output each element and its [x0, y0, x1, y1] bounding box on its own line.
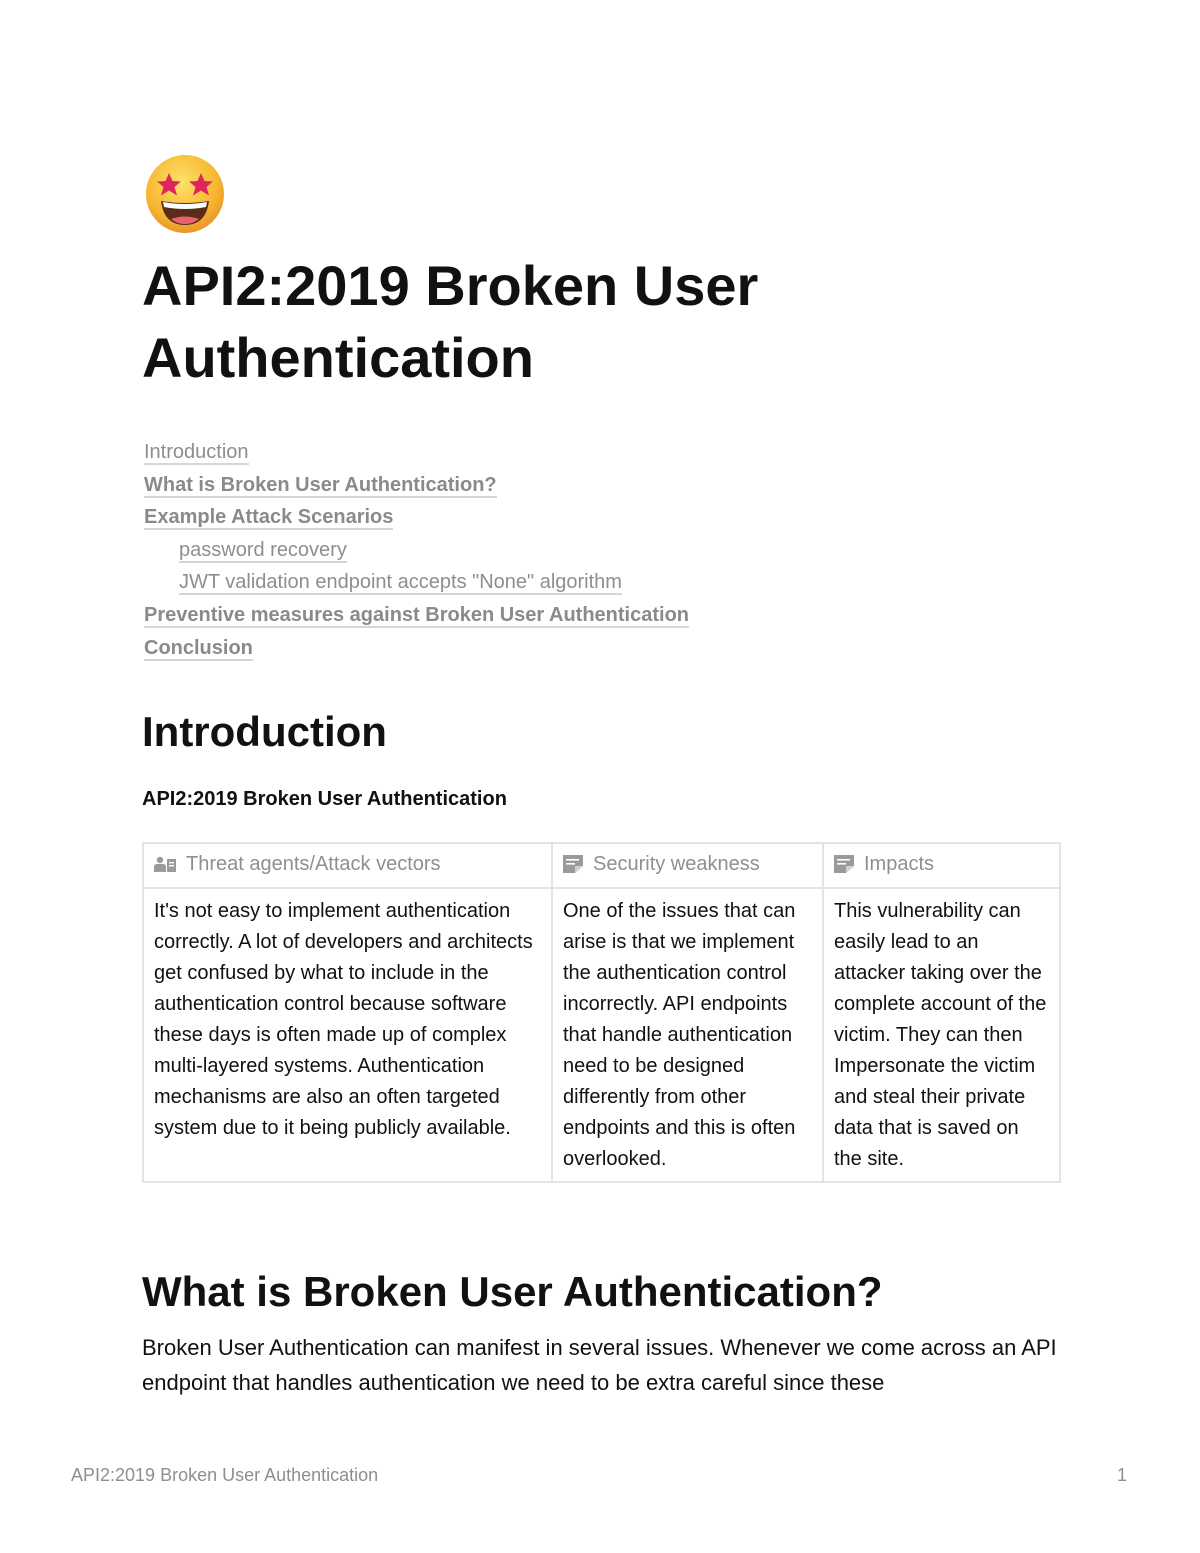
table-row [143, 888, 1060, 1182]
table-of-contents [144, 438, 1044, 666]
toc-link-what-is[interactable]: What is Broken User Authentication? [144, 473, 497, 496]
introduction-heading: Introduction [142, 708, 387, 755]
toc-link-password-recovery[interactable]: password recovery [179, 538, 347, 561]
table-header-security-weakness [552, 843, 823, 888]
toc-link-example-attack-scenarios[interactable]: Example Attack Scenarios [144, 506, 394, 529]
note-icon [834, 847, 854, 887]
toc-link-conclusion[interactable]: Conclusion [144, 636, 253, 659]
footer-page-number: 1 [1117, 1465, 1128, 1485]
introduction-subheading: API2:2019 Broken User Authentication [142, 788, 507, 810]
table-cell-threat-agents: It's not easy to implement authentication correctly. A lot of developers and architects get confused by what to include in the authentication control because software these days is often made up of complex multi-layered systems. Authentication mechanisms are also an often targeted system due to it being publicly available. [143, 888, 552, 1182]
users-icon [154, 847, 176, 887]
footer-document-title: API2:2019 Broken User Authentication [71, 1465, 379, 1485]
toc-link-jwt-validation[interactable]: JWT validation endpoint accepts "None" algorithm [179, 571, 622, 594]
owasp-properties-table [142, 842, 1061, 1183]
table-cell-impacts: This vulnerability can easily lead to an attacker taking over the complete account of the victim. They can then Impersonate the victim and steal their private data that is saved on the site. [823, 888, 1060, 1182]
what-is-paragraph: Broken User Authentication can manifest in several issues. Whenever we come across an API endpoint that handles authentication we need to be extra careful since these [142, 1335, 1057, 1395]
table-header-impacts [823, 843, 1060, 888]
star-struck-emoji-icon [144, 153, 226, 235]
page-title: API2:2019 Broken User Authentication [142, 254, 759, 389]
table-header-label: Security weakness [593, 853, 760, 875]
table-cell-security-weakness: One of the issues that can arise is that we implement the authentication control incorrectly. API endpoints that handle authentication need to be designed differently from other endpoints and this is often overlooked. [552, 888, 823, 1182]
note-icon [563, 847, 583, 887]
table-header-label: Impacts [864, 853, 935, 875]
table-header-label: Threat agents/Attack vectors [186, 853, 441, 875]
toc-link-introduction[interactable]: Introduction [144, 441, 249, 463]
toc-link-preventive-measures[interactable]: Preventive measures against Broken User Authentication [144, 603, 689, 626]
table-header-threat-agents [143, 843, 552, 888]
what-is-heading: What is Broken User Authentication? [142, 1268, 883, 1315]
